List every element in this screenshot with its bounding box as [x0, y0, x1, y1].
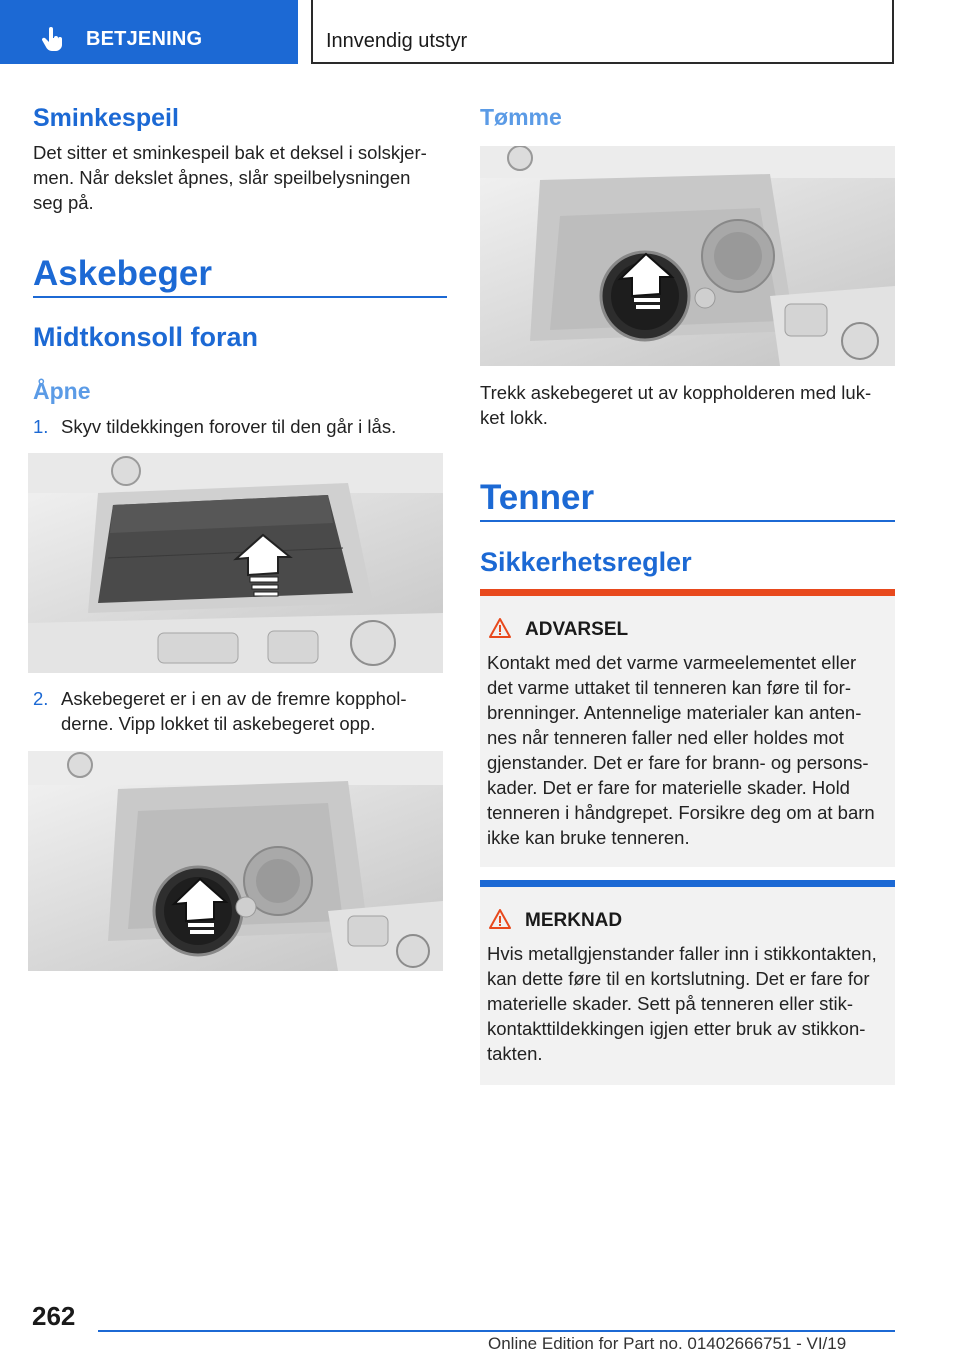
heading-sikkerhetsregler: Sikkerhetsregler	[480, 547, 692, 577]
heading-tenner: Tenner	[480, 478, 595, 517]
notice-text	[487, 941, 895, 1066]
ashtray-remove-illustration	[480, 146, 895, 366]
warning-title: ADVARSEL	[525, 619, 629, 640]
text-line: Kontakt med det varme varmeelementet eller	[487, 652, 857, 673]
heading-midtkonsoll: Midtkonsoll foran	[33, 322, 258, 352]
heading-askebeger: Askebeger	[33, 254, 212, 293]
step-1	[33, 414, 453, 439]
text-line: seg på.	[33, 192, 94, 213]
text-line: Hvis metallgjenstander faller inn i stikkontakten,	[487, 943, 877, 964]
text-line: takten.	[487, 1043, 543, 1064]
heading-tomme: Tømme	[480, 104, 562, 130]
notice-title: MERKNAD	[525, 910, 623, 931]
step-text: derne. Vipp lokket til askebegeret opp.	[61, 713, 376, 734]
notice-box	[480, 880, 895, 1085]
text-line: gjenstander. Det er fare for brann- og persons-	[487, 752, 869, 773]
warning-bar	[480, 589, 895, 596]
step-number: 2.	[33, 688, 49, 709]
heading-rule	[480, 520, 895, 522]
step-text: Askebegeret er i en av de fremre kopphol-	[61, 688, 407, 709]
text-line: kan dette føre til en kortslutning. Det er fare for	[487, 968, 870, 989]
text-line: nes når tenneren faller ned eller holdes mot	[487, 727, 844, 748]
notice-bar	[480, 880, 895, 887]
page-number: 262	[32, 1301, 76, 1331]
text-line: ikke kan bruke tenneren.	[487, 827, 690, 848]
heading-apne: Åpne	[33, 378, 91, 404]
step-number: 1.	[33, 416, 49, 437]
warning-text	[487, 650, 892, 850]
heading-sminkespeil: Sminkespeil	[33, 104, 179, 132]
warning-box	[480, 589, 895, 867]
hand-pointer-icon	[40, 26, 66, 52]
step-2	[33, 686, 453, 734]
step-text: Skyv tildekkingen forover til den går i lås.	[61, 416, 397, 437]
cupholder-open-illustration	[28, 751, 443, 971]
text-line: kader. Det er fare for materielle skader. Hold	[487, 777, 850, 798]
chapter-title: Innvendig utstyr	[326, 30, 468, 52]
edition-text: Online Edition for Part no. 01402666751 - VI/19	[488, 1334, 847, 1353]
text-line: det varme uttaket til tenneren kan føre til for-	[487, 677, 851, 698]
footer-rule	[98, 1330, 895, 1332]
text-line: ket lokk.	[480, 407, 548, 428]
warning-triangle-icon	[488, 617, 512, 639]
console-cover-illustration	[28, 453, 443, 673]
text-line: brenninger. Antennelige materialer kan anten-	[487, 702, 862, 723]
mirror-paragraph	[33, 140, 453, 215]
empty-paragraph	[480, 380, 900, 430]
text-line: tenneren i håndgrepet. Forsikre deg om at barn	[487, 802, 875, 823]
text-line: men. Når dekslet åpnes, slår speilbelysningen	[33, 167, 411, 188]
text-line: Trekk askebegeret ut av koppholderen med luk-	[480, 382, 872, 403]
text-line: Det sitter et sminkespeil bak et deksel i solskjer-	[33, 142, 427, 163]
text-line: materielle skader. Sett på tenneren eller stik-	[487, 993, 854, 1014]
heading-rule	[33, 296, 447, 298]
text-line: kontakttildekkingen igjen etter bruk av stikkon-	[487, 1018, 866, 1039]
warning-triangle-icon	[488, 908, 512, 930]
section-title: BETJENING	[86, 28, 203, 50]
